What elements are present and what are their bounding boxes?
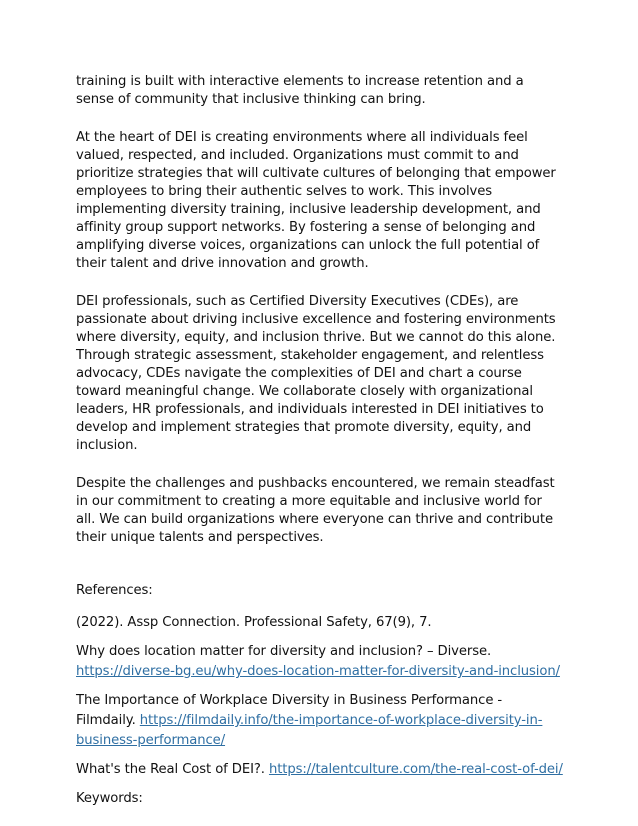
reference-text: The Importance of Workplace Diversity in Business Performance - Filmdaily. [76, 693, 503, 728]
reference-link[interactable]: https://talentculture.com/the-real-cost-of-dei/ [268, 762, 563, 777]
reference-text: Why does location matter for diversity and inclusion? – Diverse. [76, 644, 492, 659]
keywords-label: Keywords: [76, 791, 143, 806]
spacer [76, 567, 564, 582]
references-heading: References: [76, 583, 153, 598]
reference-item [76, 613, 564, 633]
reference-text: What's the Real Cost of DEI?. [76, 762, 269, 777]
document-page [76, 73, 564, 818]
reference-item [76, 642, 564, 682]
reference-link[interactable]: https://diverse-bg.eu/why-does-location-matter-for-diversity-and-inclusion/ [76, 664, 560, 679]
paragraph-training: training is built with interactive elements to increase retention and a sense of community that inclusive thinking can bring. [76, 74, 524, 107]
paragraph-dei-professionals: DEI professionals, such as Certified Diversity Executives (CDEs), are passionate about driving inclusive excellence and fostering environments where diversity, equity, and inclusion thrive. But we cannot do this alone. Through strategic assessment, stakeholder engagement, and relentless advocacy, CDEs navigate the complexities of DEI and chart a course toward meaningful change. We collaborate closely with organizational leaders, HR professionals, and individuals interested in DEI initiatives to develop and implement strategies that promote diversity, equity, and inclusion. [76, 294, 556, 453]
reference-text: (2022). Assp Connection. Professional Safety, 67(9), 7. [76, 615, 432, 630]
reference-link[interactable]: https://filmdaily.info/the-importance-of-workplace-diversity-in-business-performance/ [76, 713, 543, 748]
reference-item [76, 691, 564, 751]
paragraph-despite-challenges: Despite the challenges and pushbacks encountered, we remain steadfast in our commitment to creating a more equitable and inclusive world for all. We can build organizations where everyone can thrive and contribute their unique talents and perspectives. [76, 476, 555, 545]
paragraph-heart-of-dei: At the heart of DEI is creating environments where all individuals feel valued, respected, and included. Organizations must commit to and prioritize strategies that will cultivate cultures of belonging that empower employees to bring their authentic selves to work. This involves implementing diversity training, inclusive leadership development, and affinity group support networks. By fostering a sense of belonging and amplifying diverse voices, organizations can unlock the full potential of their talent and drive innovation and growth. [76, 130, 556, 271]
reference-item [76, 760, 564, 780]
